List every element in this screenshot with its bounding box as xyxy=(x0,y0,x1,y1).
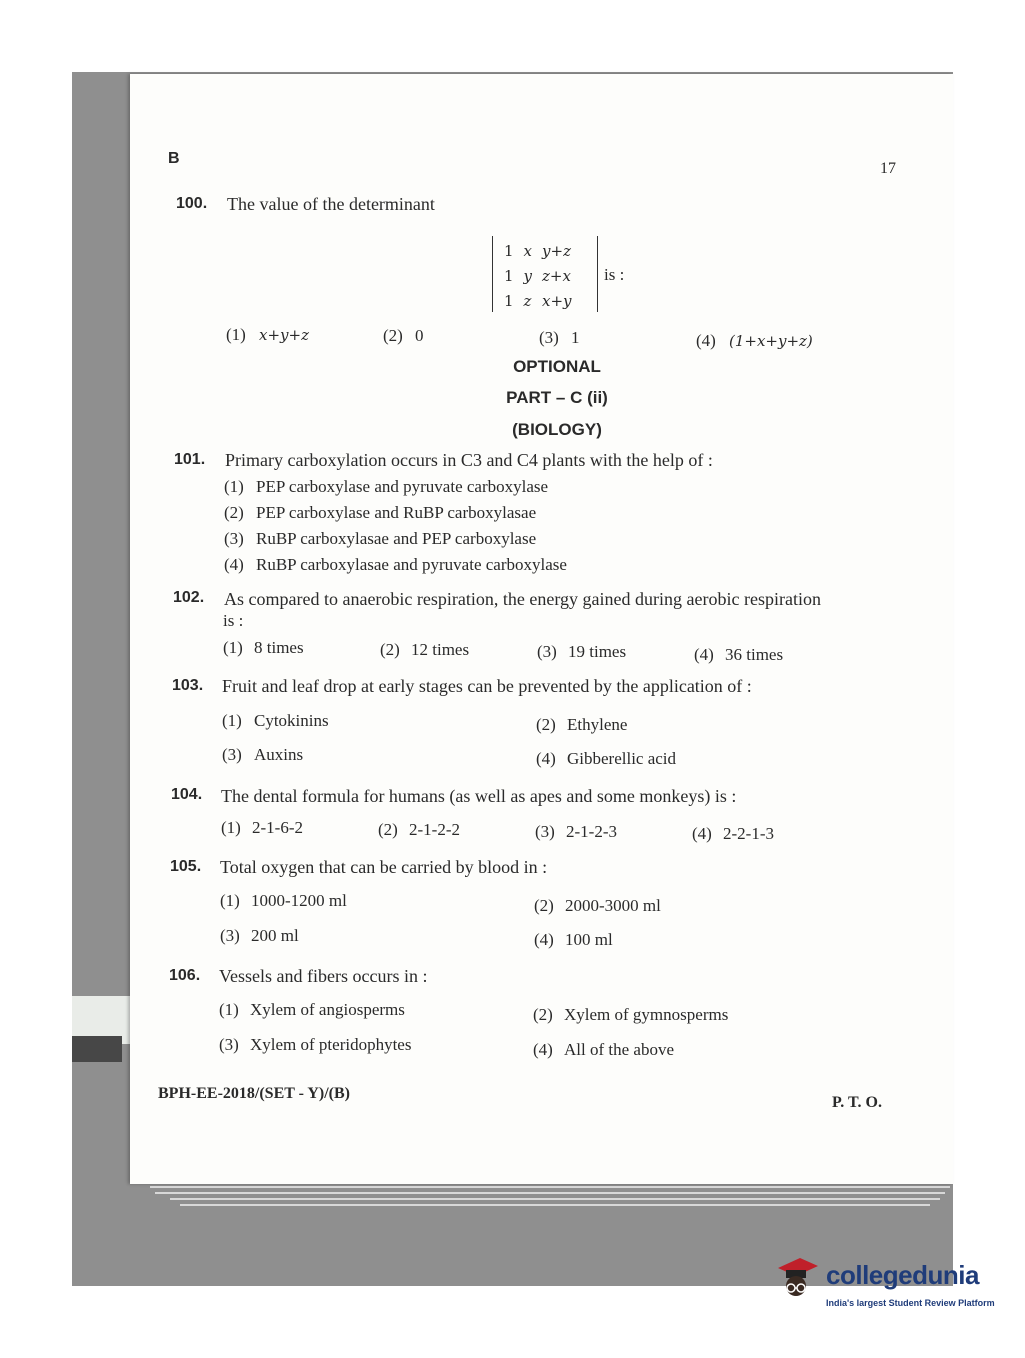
question-number: 102. xyxy=(173,589,205,606)
option-text: 2000-3000 ml xyxy=(565,896,661,915)
option-text: 2-1-6-2 xyxy=(252,818,303,837)
option-label: (3) xyxy=(219,1035,239,1054)
question-text-continued: is : xyxy=(223,611,244,630)
question-number: 106. xyxy=(169,967,201,984)
option-text: 0 xyxy=(415,326,424,345)
option-text: Xylem of gymnosperms xyxy=(564,1005,729,1024)
option-label: (2) xyxy=(380,640,400,659)
option-label: (4) xyxy=(696,331,716,350)
option-text: 1 xyxy=(571,328,580,347)
matrix-row xyxy=(499,263,577,288)
graduation-cap-icon xyxy=(774,1254,818,1298)
option-label: (3) xyxy=(539,328,559,347)
matrix-row xyxy=(499,288,577,313)
section-optional: OPTIONAL xyxy=(513,357,601,376)
question-text: Vessels and fibers occurs in : xyxy=(219,966,428,986)
paper-stack-edge xyxy=(180,1204,930,1206)
question-text: Fruit and leaf drop at early stages can be prevented by the application of : xyxy=(222,676,752,696)
option-text: PEP carboxylase and pyruvate carboxylase xyxy=(256,477,549,496)
option-label: (1) xyxy=(222,711,242,730)
option-text: 2-2-1-3 xyxy=(723,824,774,843)
option-text: (1+x+y+z) xyxy=(729,332,813,350)
option-text: Gibberellic acid xyxy=(567,749,677,768)
determinant-suffix: is : xyxy=(604,265,625,284)
section-subject: (BIOLOGY) xyxy=(512,420,602,439)
option-label: (1) xyxy=(226,325,246,344)
option-label: (4) xyxy=(224,555,244,574)
option-label: (1) xyxy=(224,477,244,496)
option-label: (4) xyxy=(536,749,556,768)
paper-stack-edge xyxy=(170,1198,940,1200)
matrix-cell: y+z xyxy=(542,241,571,260)
matrix-cell: 1 xyxy=(504,266,514,285)
option-text: 200 ml xyxy=(251,926,299,945)
question-text: As compared to anaerobic respiration, the energy gained during aerobic respiration xyxy=(224,589,821,609)
question-number: 101. xyxy=(174,451,206,468)
matrix-cell: x+y xyxy=(542,291,572,310)
page-number: 17 xyxy=(880,160,896,177)
section-part: PART – C (ii) xyxy=(506,388,608,407)
option-text: All of the above xyxy=(564,1040,674,1059)
option-text: 19 times xyxy=(568,642,627,661)
option-label: (4) xyxy=(692,824,712,843)
question-number: 103. xyxy=(172,677,204,694)
matrix-cell: y xyxy=(523,266,533,285)
option-text: x+y+z xyxy=(259,326,309,344)
option-label: (1) xyxy=(220,891,240,910)
question-text: Total oxygen that can be carried by blood in : xyxy=(220,857,548,877)
option-text: PEP carboxylase and RuBP carboxylasae xyxy=(256,503,537,522)
option-text: RuBP carboxylasae and PEP carboxylase xyxy=(256,529,537,548)
option-label: (2) xyxy=(383,326,403,345)
option-label: (1) xyxy=(221,818,241,837)
option-text: 2-1-2-2 xyxy=(409,820,460,839)
option-label: (4) xyxy=(534,930,554,949)
option-text: 36 times xyxy=(725,645,784,664)
option-label: (1) xyxy=(219,1000,239,1019)
collegedunia-watermark xyxy=(768,1252,1008,1318)
option-label: (4) xyxy=(694,645,714,664)
option-label: (3) xyxy=(535,822,555,841)
matrix-cell: z xyxy=(523,291,532,310)
option-text: 8 times xyxy=(254,638,304,657)
paper-stack-edge xyxy=(155,1192,945,1194)
option-text: Auxins xyxy=(254,745,304,764)
option-text: Xylem of pteridophytes xyxy=(250,1035,412,1054)
option-label: (3) xyxy=(222,745,242,764)
matrix-cell: 1 xyxy=(504,291,514,310)
set-letter: B xyxy=(168,150,180,167)
option-label: (3) xyxy=(224,529,244,548)
option-text: Cytokinins xyxy=(254,711,329,730)
determinant-matrix xyxy=(492,236,598,312)
option-text: 12 times xyxy=(411,640,470,659)
matrix-row xyxy=(499,238,577,263)
question-text: The dental formula for humans (as well as apes and some monkeys) is : xyxy=(221,786,737,806)
option-label: (3) xyxy=(220,926,240,945)
option-text: 1000-1200 ml xyxy=(251,891,347,910)
option-text: 2-1-2-3 xyxy=(566,822,617,841)
question-number: 104. xyxy=(171,786,203,803)
option-text: RuBP carboxylasae and pyruvate carboxylase xyxy=(256,555,567,574)
option-label: (2) xyxy=(536,715,556,734)
option-label: (2) xyxy=(533,1005,553,1024)
question-text: The value of the determinant xyxy=(227,194,435,214)
option-label: (2) xyxy=(224,503,244,522)
option-label: (3) xyxy=(537,642,557,661)
option-label: (2) xyxy=(534,896,554,915)
option-label: (1) xyxy=(223,638,243,657)
brand-tagline: India's largest Student Review Platform xyxy=(826,1298,995,1308)
matrix-cell: x xyxy=(523,241,533,260)
option-text: 100 ml xyxy=(565,930,613,949)
paper-code: BPH-EE-2018/(SET - Y)/(B) xyxy=(158,1085,351,1102)
please-turn-over: P. T. O. xyxy=(832,1094,882,1111)
matrix-cell: 1 xyxy=(504,241,514,260)
option-label: (2) xyxy=(378,820,398,839)
matrix-cell: z+x xyxy=(542,266,571,285)
scan-artifact xyxy=(72,1036,122,1062)
option-text: Ethylene xyxy=(567,715,628,734)
paper-stack-edge xyxy=(150,1186,950,1188)
question-text: Primary carboxylation occurs in C3 and C4 plants with the help of : xyxy=(225,450,713,470)
option-label: (4) xyxy=(533,1040,553,1059)
question-number: 105. xyxy=(170,858,202,875)
brand-name: collegedunia xyxy=(826,1260,979,1290)
option-text: Xylem of angiosperms xyxy=(250,1000,405,1019)
question-number: 100. xyxy=(176,195,208,212)
